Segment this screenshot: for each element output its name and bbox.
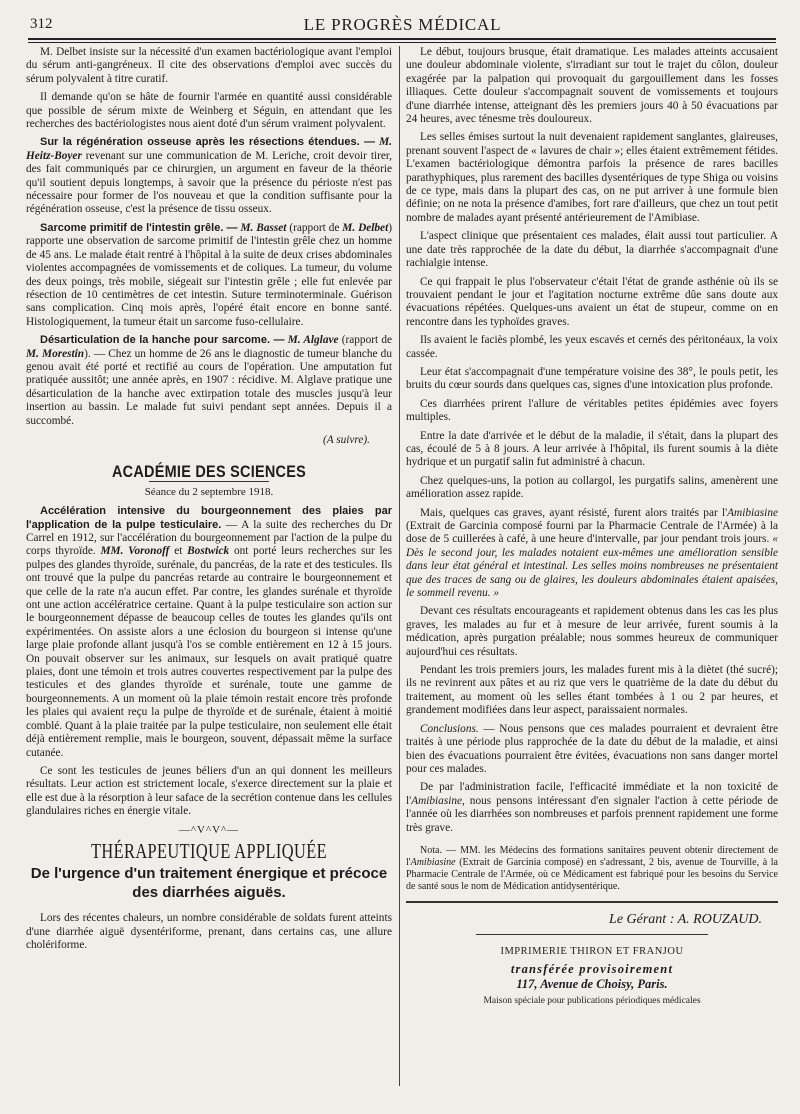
footnote — [406, 845, 778, 893]
section-acceleration — [26, 505, 392, 760]
paragraph: Le début, toujours brusque, était dramatique. Les malades atteints accusaient une douleur abdominale violente, s'irradiant sur tout le trajet du côlon, douleur exagérée par la palpation qui provoquait du gargouillement dans les fosses illiaques. Cette douleur s'accompagnait souvent de vomissements et toujours d'une diarrhée intense, atteignant dès les premiers jours 40 à 50 évacuations par 24 heures, avec ténesme très douloureux. — [406, 46, 778, 126]
run-in-heading: Désarticulation de la hanche pour sarcome. — — [40, 334, 285, 347]
author: M. Alglave — [287, 334, 339, 347]
page-number: 312 — [30, 16, 53, 32]
paragraph: Entre la date d'arrivée et le début de la maladie, il s'était, dans la plupart des cas, écoulé de 5 à 8 jours. A leur arrivée à l'hôpital, ils furent soumis à la diète hydrique et un purgatif salin fut administré à chacun. — [406, 429, 778, 469]
paragraph-text: , nous pensons intéressant d'en signaler l'action à cette période de l'année où les diarrhées son nombreuses et parfois prennent rapidement une forme très grave. — [406, 794, 778, 834]
run-in-heading: Sur la régénération osseuse après les résections étendues. — — [40, 136, 375, 149]
separator-rule — [476, 934, 708, 935]
paragraph: Pendant les trois premiers jours, les malades furent mis à la diètet (thé sucré); ils ne revinrent aux pâtes et au riz que vers le quatrième de la date du début du traitement, au moment où les selles étant tombées à 1 ou 2 par heures, et grandement modifiées dans leur aspect, paraissaient normales. — [406, 664, 778, 717]
section-title-therapeutique: THÉRAPEUTIQUE APPLIQUÉE — [90, 838, 327, 863]
paragraph-text: (Extrait de Garcinia composé fourni par la Pharmacie Centrale de l'Armée) à la dose de 5 cuillerées à café, à une heure d'intervalle, par jour pendant trois jours. — [406, 520, 778, 546]
quotation: « Dès le second jour, les malades notaient eux-mêmes une amélioration sensible dans leur état général et intestinal. Les selles moins nombreuses ne présentaient que des traces de sang ou de glaires, les douleurs abdominales étaient apaisées, le sommeil revenu. » — [406, 533, 778, 600]
drug-name: Amibiasine — [411, 794, 463, 807]
note-text: (Extrait de Garcinia composé) en s'adressant, 2 bis, avenue de Tourville, à la Pharmacie Centrale de l'Armée, où ce Médicament est fabriqué pour les besoins du Service de santé sous le nom de Médication antidysentérique. — [406, 856, 778, 892]
paragraph: Chez quelques-uns, la potion au collargol, les purgatifs salins, amenèrent une amélioration assez rapide. — [406, 474, 778, 501]
paragraph-text: revenant sur une communication de M. Leriche, croit devoir tirer, des fait communiqués par ce chirurgien, un argument en faveur de la théorie qu'il soutient depuis longtemps, à savoir que la présence du périoste n'est pas nécessaire pour former de l'os nouveau et que la condition suffisante pour la régénération osseuse, c'est la présence de tissu osseux. — [26, 149, 393, 216]
paragraph-text: ) rapporte une observation de sarcome primitif de l'intestin grêle chez un homme de 45 ans. Le malade était rentré à l'hôpital à la suite de deux crises abdominales violentes accompagnées de vomissements et de coliques. La tumeur, du volume des deux poings, très mobile, siégeait sur l'intestin grêle ; elle fut enlevée par résection de 10 centimètres de cet intestin. Suture terminoterminale. Guérison sans complication. Cinq mois après, l'opéré était encore en bonne santé. Histologiquement, la tumeur était un sarcome fuso-cellulaire. — [26, 221, 392, 328]
header-rule-thin — [28, 42, 776, 43]
author: M. Basset — [240, 221, 287, 234]
paragraph-text: et — [174, 545, 183, 558]
right-column — [406, 46, 778, 1008]
conclusions-label: Conclusions. — [420, 722, 479, 735]
separator-rule — [406, 901, 778, 903]
printer-address: 117, Avenue de Choisy, Paris. — [516, 977, 668, 992]
author: MM. Voronoff — [100, 545, 170, 558]
paragraph-text: — A la suite des recherches du Dr Carrel en 1912, sur l'accélération du bourgeonnement par l'action de la pulpe du corps thyroïde. — [26, 518, 393, 558]
section-title-academie: ACADÉMIE DES SCIENCES — [111, 462, 307, 482]
section-sarcome — [26, 222, 392, 329]
paragraph: Ils avaient le faciès plombé, les yeux escavés et cernés des péritonéaux, la voix cassée. — [406, 334, 778, 360]
journal-title: LE PROGRÈS MÉDICAL — [303, 15, 502, 34]
author: Bostwick — [187, 545, 230, 558]
paragraph-text: Mais, quelques cas graves, ayant résisté, furent alors traités par l' — [420, 506, 728, 519]
run-in-heading: Accélération intensive du bourgeonnement des plaies par l'application de la pulpe testiculaire. — [26, 505, 392, 531]
author: M. Morestin — [26, 347, 85, 360]
paragraph-amibiasine — [406, 507, 778, 601]
paragraph: Ce sont les testicules de jeunes béliers d'un an qui donnent les meilleurs résultats. Leur action est strictement locale, s'exerce directement sur la plaie et elle est due à la résorption à leur saface de la secrétion contenue dans les cellules glandulaires riches en énergie vitale. — [26, 764, 392, 818]
run-in-heading: Sarcome primitif de l'intestin grêle. — — [40, 221, 238, 234]
paragraph: M. Delbet insiste sur la nécessité d'un examen bactériologique avant l'emploi du sérum anti-gangréneux. Il cite des observations d'emploi avec succès du sérum polyvalent à titre curatif. — [26, 46, 392, 85]
paragraph: Ces diarrhées prirent l'allure de véritables petites épidémies avec foyers multiples. — [406, 397, 778, 424]
article-title: De l'urgence d'un traitement énergique et précoce des diarrhées aiguës. — [30, 865, 388, 902]
author: M. Heitz-Boyer — [26, 136, 392, 162]
paragraph: L'aspect clinique que présentaient ces malades, élait aussi tout particulier. A une date très rapprochée de la date du début, la diarrhée s'accompagnait d'une rachialgie intense. — [406, 230, 778, 270]
paragraph-conclusions — [406, 723, 778, 777]
paragraph-administration — [406, 781, 778, 835]
paragraph: Leur état s'accompagnait d'une température voisine des 38°, le pouls petit, les bruits du cœur sourds dans quelques cas, signes d'une intoxication plus profonde. — [406, 365, 778, 392]
paragraph-text: ont porté leurs recherches sur les pulpes des glandes thyroïde, surénale, du pancréas, de la rate et des testicules. Ils ont trouvé que la pulpe du pancréas retarde au contraire le bourgeonnement et que celle de la rate n'a aucun effet. Par contre, les glandes surénale et thyroïde ont une action accélératrice certaine. Quant à la pulpe testiculaire son action sur le bourgeonnement dépasse de beaucoup celles de toutes les glandes qu'ils ont expérimentées. On assiste alors a une éclosion du bourgeon si intense qu'une large plaie profonde allant jusqu'à l'os se comble entièrement en 12 à 15 jours. On pouvait observer sur les animaux, sur lesquels on avait pratiqué quatre plaies, dont une témoin et trois autres couvertes respectivement par la pulpe des testicules et des glandes thyroïde et surénale, toute une gamme de bourgeonnements. A un moment où la plaie témoin restait encore très profonde les plaies qui avaient reçu la pulpe de thyroïde et de surénale, étaient à moitié comblé. Quant à la plaie traitée par la pulpe testiculaire, non seulement elle était déjà entièrement remplie, mais le bourgeon, souvent, dépassait même la surface cutanée. — [26, 545, 393, 759]
author: M. Delbet — [342, 221, 389, 234]
paragraph: Devant ces résultats encourageants et rapidement obtenus dans les cas les plus graves, les malades au fur et à mesure de leur arrivée, furent soumis à la médication, après purgation préalable; nous sommes heureux de communiquer aujourd'hui ces résultats. — [406, 605, 778, 658]
page-header — [30, 14, 775, 38]
section-desarticulation — [26, 334, 392, 428]
paragraph: Lors des récentes chaleurs, un nombre considérable de soldats furent atteints d'une diarrhée aiguë dysentériforme, prenant, dans certains cas, une allure cholériforme. — [26, 912, 392, 952]
paragraph: Il demande qu'on se hâte de fournir l'armée en quantité aussi considérable que possible de sérum mixte de Weinberg et Séguin, en attendant que les recherches des bactériologistes nous aient doté d'un sérum vraiment polyvalent. — [26, 91, 392, 131]
to-be-continued: (A suivre). — [322, 433, 370, 446]
left-column — [26, 46, 392, 958]
note-text: — MM. les Médecins des formations sanitaires peuvent obtenir directement de l' — [406, 844, 779, 868]
session-date: Séance du 2 septembre 1918. — [144, 485, 274, 498]
paragraph-text: (rapport de — [341, 334, 393, 347]
printer-specialty: Maison spéciale pour publications périodiques médicales — [483, 995, 701, 1006]
drug-name: Amibiasine — [410, 856, 456, 868]
printer-imprint — [406, 945, 778, 1008]
paragraph: Les selles émises surtout la nuit devenaient rapidement sanglantes, glaireuses, prenant souvent l'aspect de « lavures de chair »; elles étaient extrêmement fétides. L'examen bactériologique démontra parfois la présence de rares bacilles parathyphiques, plus rarement des bacilles dysentériques de type Shiga ou voisins de ce type, mais dans la plupart des cas, on ne put arriver à une formule bien définie; on ne nota la présence d'amibes, fort rare d'ailleurs, que chez un tout petit nombre de malades ayant présenté antérieurement de l'Amibiase. — [406, 131, 778, 224]
section-regeneration — [26, 136, 392, 216]
note-label: Nota. — [420, 844, 442, 856]
printer-status: transférée provisoirement — [510, 961, 674, 976]
ornament-divider: —^V^V^— — [178, 823, 240, 836]
paragraph-text: — Nous pensons que ces malades pourraient et devraient être traités à une période plus rapprochée de la date du début de la maladie, et ainsi bien des évacuations pourraient être évitées, évacuations non sans danger mortel pour ces malades. — [406, 722, 779, 775]
header-rule — [28, 38, 776, 40]
column-divider — [399, 46, 400, 1086]
drug-name: Amibiasine — [727, 506, 778, 519]
paragraph: Ce qui frappait le plus l'observateur c'était l'état de grande asthénie où ils se trouvaient pendant le jour et l'agitation nocturne extrême dûe sans doute aux évacuations répétées. Quelques-uns avaient un état de stupeur, comme on en rencontre dans les typhoïdes graves. — [406, 275, 778, 328]
printer-name: IMPRIMERIE THIRON ET FRANJOU — [500, 946, 684, 958]
paragraph-text: ). — Chez un homme de 26 ans le diagnostic de tumeur blanche du genou avait été porté et rectifié au cours de l'opération. Une amputation fut pratiquée aussitôt; une année après, en 1907 : récidive. M. Alglave pratique une désarticulation de la hanche avec extirpation totale des muscles jusqu'à leur insertion au bassin. Le malade fut suivi pendant sept années. Depuis il a succombé. — [26, 347, 392, 427]
paragraph-text: De par l'administration facile, l'efficacité immédiate et la non toxicité de l' — [406, 781, 778, 807]
paragraph-text: (rapport de — [289, 221, 340, 234]
publisher-manager: Le Gérant : A. ROUZAUD. — [609, 911, 762, 927]
